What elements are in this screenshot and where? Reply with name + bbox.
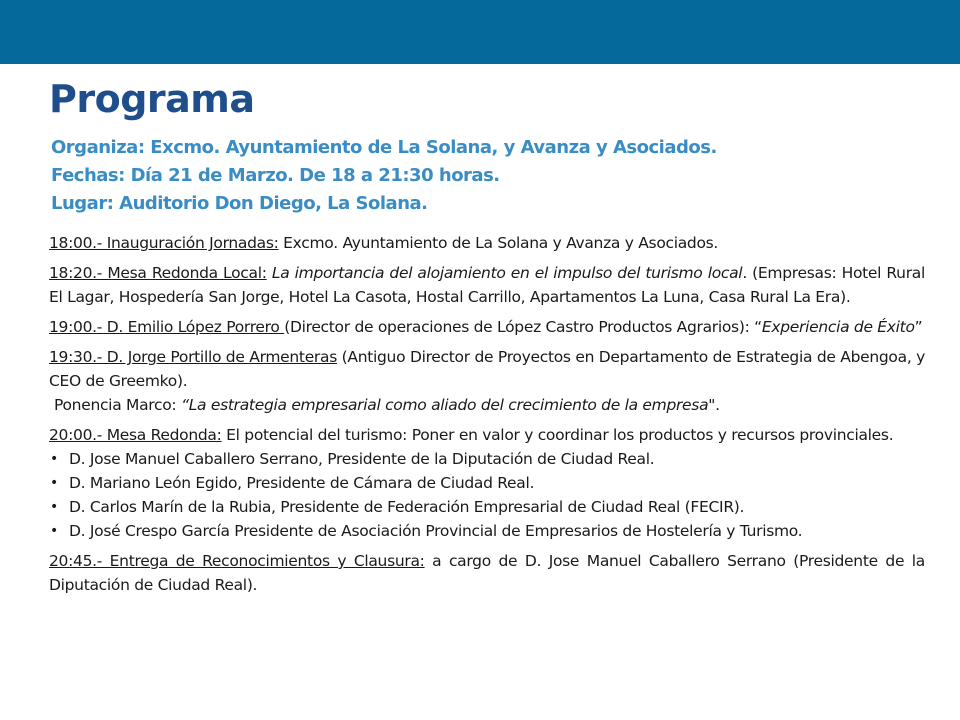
list-item — [49, 519, 925, 543]
program-item-topic: Experiencia de Éxito — [761, 318, 915, 336]
program-item-label: 20:00.- Mesa Redonda: — [49, 426, 222, 444]
header-bar — [0, 0, 960, 64]
venue-line: Lugar: Auditorio Don Diego, La Solana. — [51, 193, 428, 214]
participant-text: D. Carlos Marín de la Rubia, Presidente de Federación Empresarial de Ciudad Real (FECIR). — [69, 498, 745, 516]
keynote-label: Ponencia Marco: — [54, 396, 181, 414]
program-content — [49, 231, 925, 603]
participants-list — [49, 447, 925, 543]
participant-text: D. Jose Manuel Caballero Serrano, Presidente de la Diputación de Ciudad Real. — [69, 450, 655, 468]
program-item-label: 20:45.- Entrega de Reconocimientos y Clausura: — [49, 552, 425, 570]
bullet-icon: • — [50, 451, 58, 467]
event-info — [51, 134, 717, 218]
program-item-speaker-lopez — [49, 315, 925, 339]
program-item-text: El potencial del turismo: Poner en valor y coordinar los productos y recursos provinciales. — [221, 426, 894, 444]
page-title: Programa — [49, 77, 255, 121]
participant-text: D. José Crespo García Presidente de Asociación Provincial de Empresarios de Hostelería y Turismo. — [69, 522, 803, 540]
program-item-text: (Antiguo Director de Proyectos en Departamento de Estrategia de Abengoa, y CEO de Greemko). — [49, 348, 925, 390]
participant-text: D. Mariano León Egido, Presidente de Cámara de Ciudad Real. — [69, 474, 535, 492]
keynote-line — [49, 393, 925, 417]
program-item-label: 19:30.- D. Jorge Portillo de Armenteras — [49, 348, 337, 366]
program-item-topic: La importancia del alojamiento en el impulso del turismo local — [271, 264, 743, 282]
keynote-close: ". — [708, 396, 720, 414]
bullet-icon: • — [50, 499, 58, 515]
program-item-label: 18:20.- Mesa Redonda Local: — [49, 264, 267, 282]
program-item-text: (Director de operaciones de López Castro Productos Agrarios): “ — [284, 318, 762, 336]
list-item — [49, 447, 925, 471]
list-item — [49, 495, 925, 519]
program-item-text: . (Empresas: Hotel Rural El Lagar, Hospedería San Jorge, Hotel La Casota, Hostal Carrillo, Apartamentos La Luna, Casa Rural La Era). — [49, 264, 925, 306]
program-item-label: 19:00.- D. Emilio López Porrero — [49, 318, 285, 336]
program-item-label: 18:00.- Inauguración Jornadas: — [49, 234, 279, 252]
program-item-text: Excmo. Ayuntamiento de La Solana y Avanza y Asociados. — [278, 234, 719, 252]
organizer-line: Organiza: Excmo. Ayuntamiento de La Solana, y Avanza y Asociados. — [51, 137, 717, 158]
keynote-topic: “La estrategia empresarial como aliado del crecimiento de la empresa — [180, 396, 709, 414]
bullet-icon: • — [50, 523, 58, 539]
list-item — [49, 471, 925, 495]
program-item-local-roundtable — [49, 261, 925, 309]
program-item-close: ” — [914, 318, 923, 336]
program-item-roundtable — [49, 423, 925, 447]
dates-line: Fechas: Día 21 de Marzo. De 18 a 21:30 horas. — [51, 165, 500, 186]
program-item-closing — [49, 549, 925, 597]
program-item-text: a cargo de D. Jose Manuel Caballero Serrano (Presidente de la Diputación de Ciudad Real). — [49, 552, 925, 594]
bullet-icon: • — [50, 475, 58, 491]
program-item-speaker-portillo — [49, 345, 925, 393]
program-item-inauguration — [49, 231, 925, 255]
